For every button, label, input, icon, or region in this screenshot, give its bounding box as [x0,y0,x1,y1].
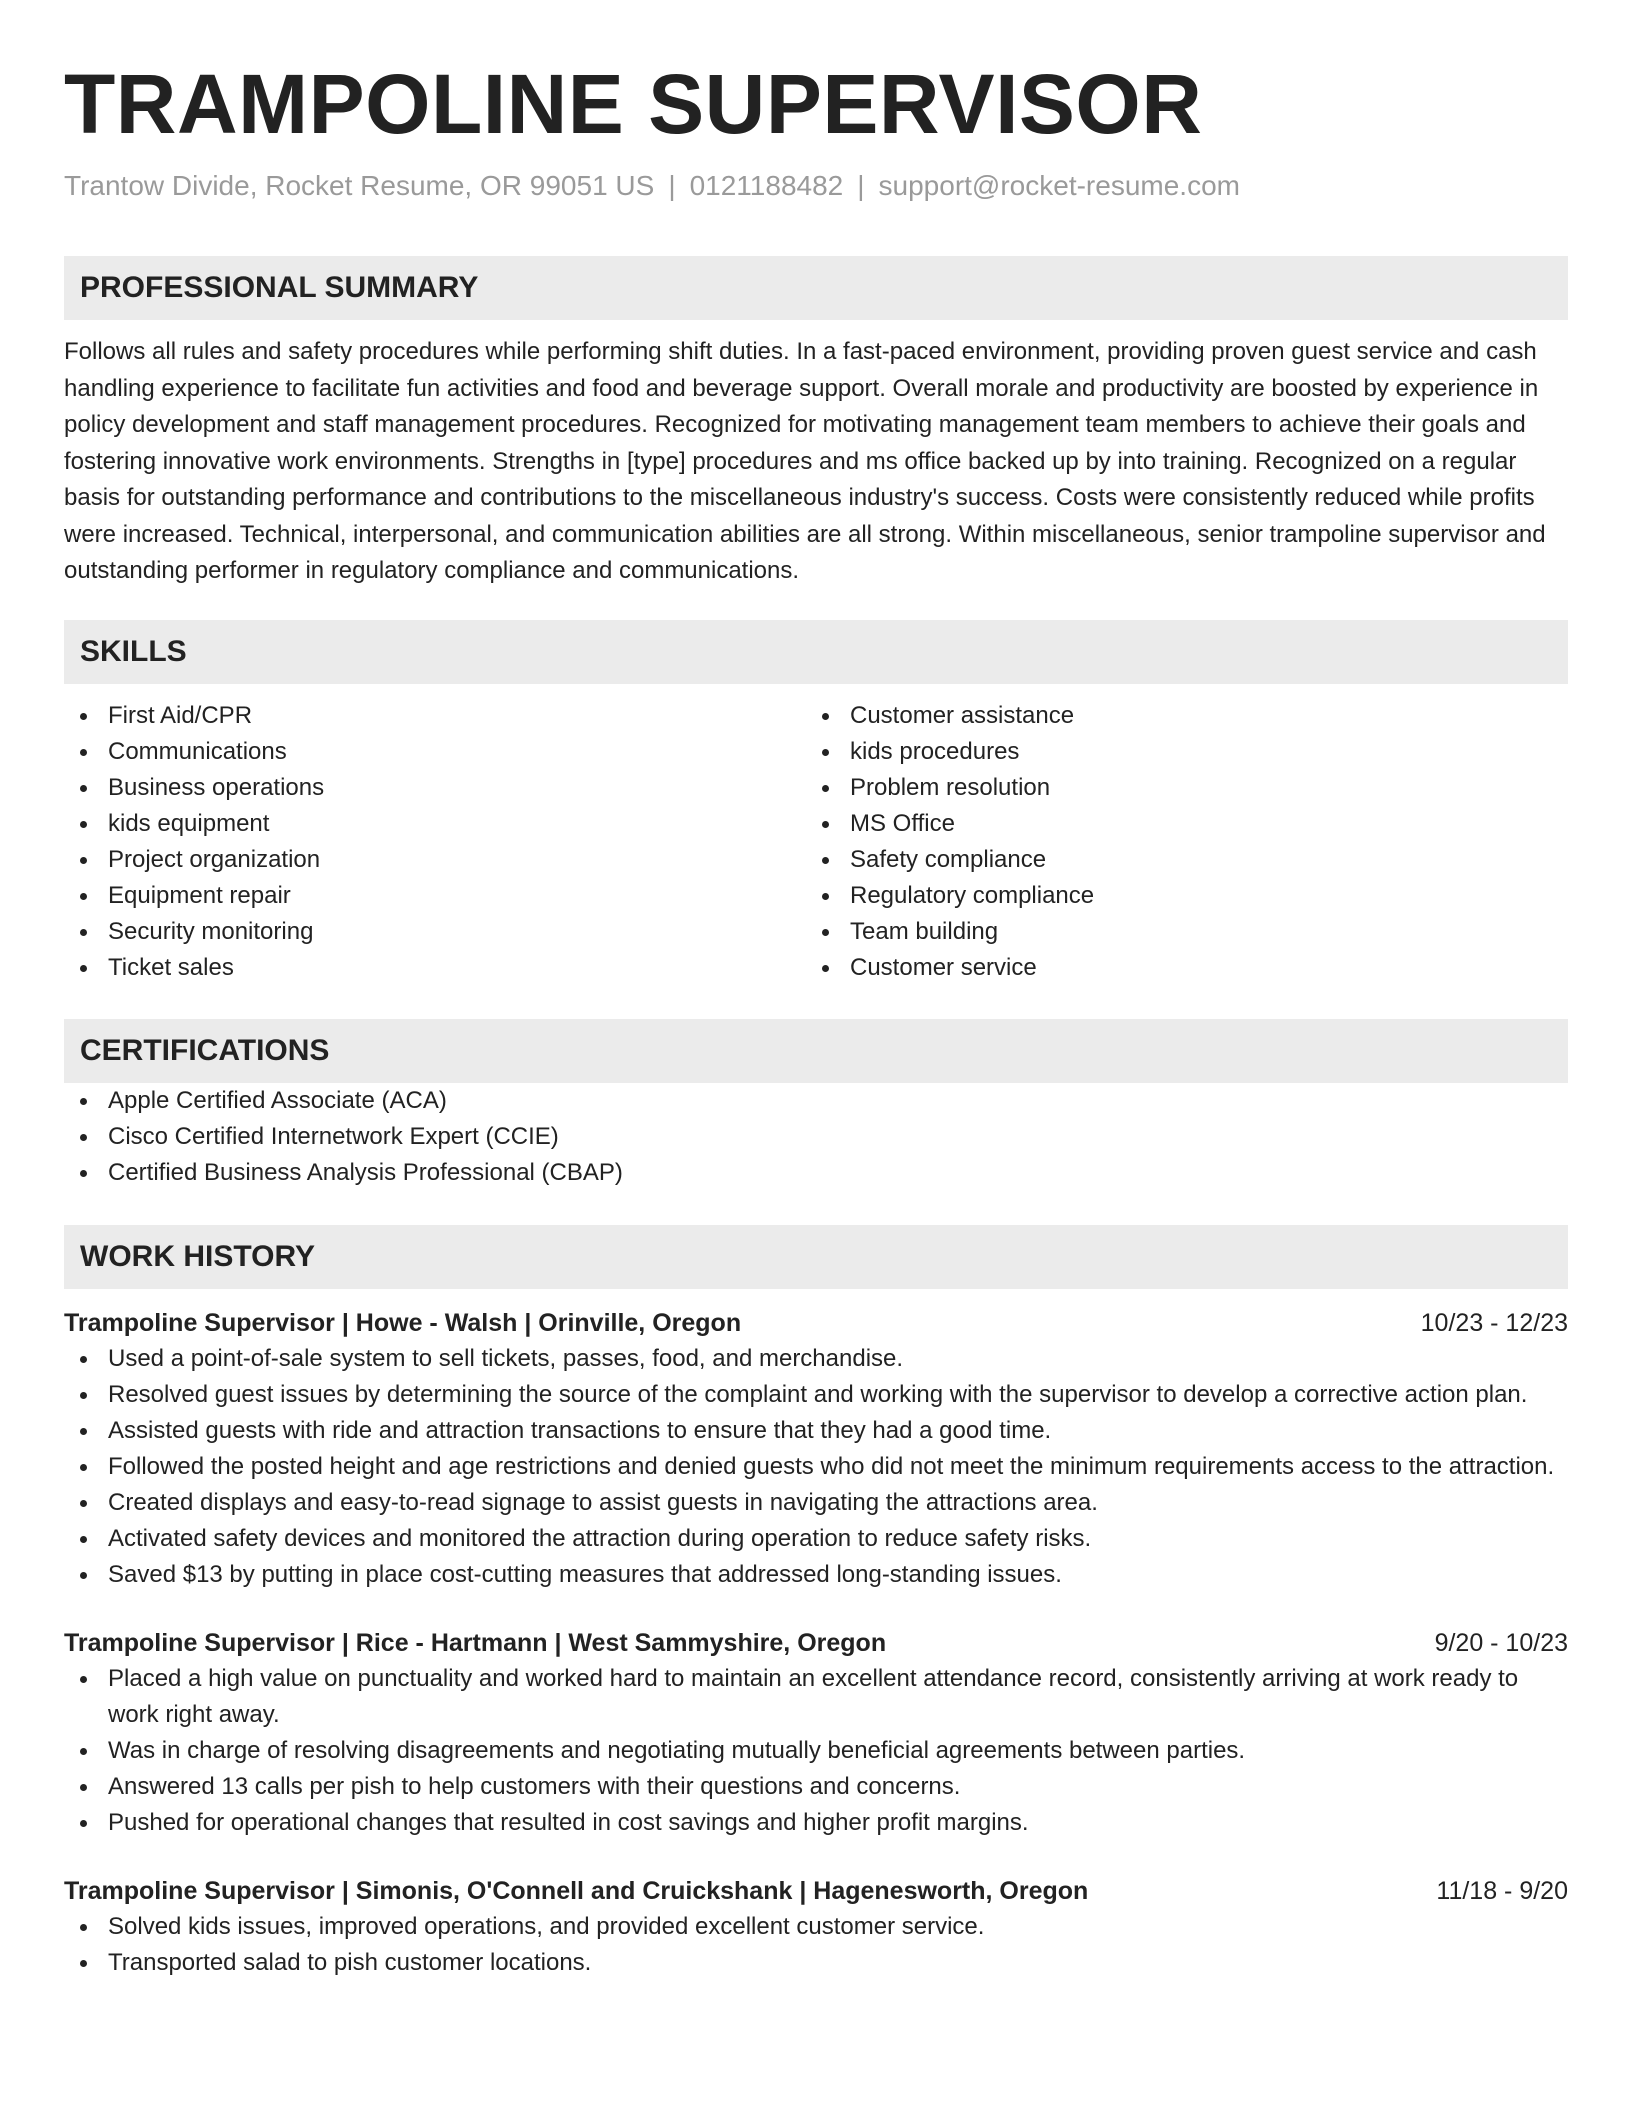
skill-item: Security monitoring [64,914,806,950]
skill-item: Regulatory compliance [806,878,1548,914]
job-duty-item: Was in charge of resolving disagreements and negotiating mutually beneficial agreements between parties. [64,1733,1568,1769]
job-duty-item: Assisted guests with ride and attraction transactions to ensure that they had a good time. [64,1413,1568,1449]
contact-separator: | [857,170,865,201]
job-entry [64,1625,1568,1841]
job-duty-item: Used a point-of-sale system to sell tickets, passes, food, and merchandise. [64,1341,1568,1377]
section-header-work-history: WORK HISTORY [64,1225,1568,1289]
contact-line [64,168,1568,204]
job-duty-item: Pushed for operational changes that resulted in cost savings and higher profit margins. [64,1805,1568,1841]
certification-item: Certified Business Analysis Professional (CBAP) [64,1155,1568,1191]
job-header [64,1625,1568,1661]
skill-item: Customer service [806,950,1548,986]
contact-email: support@rocket-resume.com [878,170,1240,201]
job-duty-item: Transported salad to pish customer locations. [64,1945,1568,1981]
job-header [64,1305,1568,1341]
skill-item: kids equipment [64,806,806,842]
section-header-certifications: CERTIFICATIONS [64,1019,1568,1083]
job-entry [64,1873,1568,1981]
job-dates: 9/20 - 10/23 [1434,1628,1568,1657]
job-duties-list [64,1341,1568,1593]
summary-text: Follows all rules and safety procedures while performing shift duties. In a fast-paced environment, providing proven guest service and cash handling experience to facilitate fun activities and food and beverage support. Overall morale and productivity are boosted by experience in policy development and staff management procedures. Recognized for motivating management team members to achieve their goals and fostering innovative work environments. Strengths in [type] procedures and ms office backed up by into training. Recognized on a regular basis for outstanding performance and contributions to the miscellaneous industry's success. Costs were consistently reduced while profits were increased. Technical, interpersonal, and communication abilities are all strong. Within miscellaneous, senior trampoline supervisor and outstanding performer in regulatory compliance and communications. [64,338,1546,584]
job-duties-list [64,1661,1568,1841]
skill-item: Project organization [64,842,806,878]
skill-item: MS Office [806,806,1548,842]
skill-item: First Aid/CPR [64,698,806,734]
skill-item: Ticket sales [64,950,806,986]
skills-list [64,698,1568,986]
job-entry [64,1305,1568,1593]
resume-page [64,0,1568,1981]
skills-column-left [64,698,806,986]
job-duty-item: Saved $13 by putting in place cost-cutting measures that addressed long-standing issues. [64,1557,1568,1593]
job-dates: 10/23 - 12/23 [1420,1308,1568,1337]
skill-item: Equipment repair [64,878,806,914]
skill-item: Business operations [64,770,806,806]
certification-item: Apple Certified Associate (ACA) [64,1083,1568,1119]
section-header-skills: SKILLS [64,620,1568,684]
job-duty-item: Solved kids issues, improved operations, and provided excellent customer service. [64,1909,1568,1945]
skill-item: Problem resolution [806,770,1548,806]
job-duty-item: Placed a high value on punctuality and worked hard to maintain an excellent attendance record, consistently arriving at work ready to work right away. [64,1661,1568,1733]
job-title: Trampoline Supervisor | Simonis, O'Connell and Cruickshank | Hagenesworth, Oregon [64,1876,1089,1905]
job-dates: 11/18 - 9/20 [1436,1876,1568,1905]
job-title: Trampoline Supervisor | Howe - Walsh | Orinville, Oregon [64,1308,742,1337]
job-duty-item: Answered 13 calls per pish to help customers with their questions and concerns. [64,1769,1568,1805]
contact-separator: | [668,170,676,201]
job-duty-item: Activated safety devices and monitored the attraction during operation to reduce safety risks. [64,1521,1568,1557]
job-header [64,1873,1568,1909]
skill-item: Communications [64,734,806,770]
section-header-summary: PROFESSIONAL SUMMARY [64,256,1568,320]
certifications-list [64,1083,1568,1191]
skill-item: Customer assistance [806,698,1548,734]
job-duty-item: Resolved guest issues by determining the source of the complaint and working with the supervisor to develop a corrective action plan. [64,1377,1568,1413]
contact-phone: 0121188482 [689,170,844,201]
job-duties-list [64,1909,1568,1981]
job-title: Trampoline Supervisor | Rice - Hartmann | West Sammyshire, Oregon [64,1628,887,1657]
contact-address: Trantow Divide, Rocket Resume, OR 99051 US [64,170,655,201]
skill-item: Team building [806,914,1548,950]
certification-item: Cisco Certified Internetwork Expert (CCIE) [64,1119,1568,1155]
skill-item: kids procedures [806,734,1548,770]
skills-column-right [806,698,1548,986]
skill-item: Safety compliance [806,842,1548,878]
job-duty-item: Followed the posted height and age restrictions and denied guests who did not meet the minimum requirements access to the attraction. [64,1449,1568,1485]
resume-name: TRAMPOLINE SUPERVISOR [64,57,1203,151]
job-duty-item: Created displays and easy-to-read signage to assist guests in navigating the attractions area. [64,1485,1568,1521]
